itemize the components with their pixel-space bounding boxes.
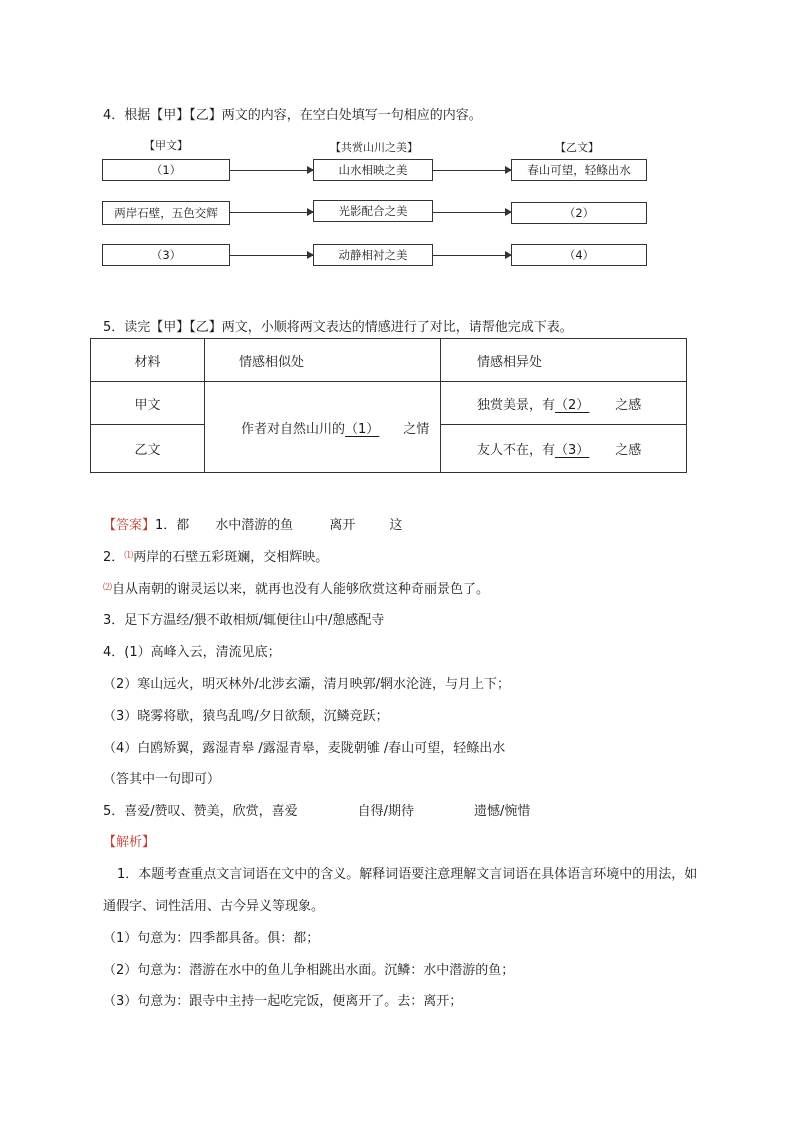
q4-col-mid: 【共赏山川之美】 <box>330 141 418 154</box>
analysis-s1: （1）句意为：四季都具备。俱：都； <box>103 931 320 946</box>
q4-row1-jia-box <box>102 159 230 181</box>
answer-line4-1: 4．(1）高峰入云，清流见底； <box>103 645 281 660</box>
q5-title: 5．读完【甲】【乙】两文，小顺将两文表达的情感进行了对比，请帮他完成下表。 <box>103 320 573 335</box>
q5-diff2-cell: 友人不在，有（3） 之感 <box>441 425 687 473</box>
q5-header-material: 材料 <box>91 339 205 382</box>
q5-similar-blank: （1） <box>345 421 380 437</box>
q4-row1-arrow2 <box>433 170 511 171</box>
q4-row3-yi: （4） <box>563 248 595 262</box>
q5-diff2-blank: （3） <box>555 443 590 458</box>
q4-col-yi: 【乙文】 <box>555 141 599 154</box>
q4-row1-jia: （1） <box>150 163 182 177</box>
answer-line2-2: ⑵自从南朝的谢灵运以来，就再也没有人能够欣赏这种奇丽景色了。 <box>103 582 490 597</box>
q4-row3-yi-box <box>511 244 647 266</box>
q4-row3-jia: （3） <box>150 248 182 262</box>
q4-row2-mid: 光影配合之美 <box>338 204 408 218</box>
q5-table <box>90 338 687 473</box>
q4-row1-yi-box <box>511 159 647 181</box>
q4-row2-arrow2 <box>433 212 511 213</box>
q5-diff1-cell: 独赏美景，有（2） 之感 <box>441 382 687 425</box>
answer-line4-3: （3）晓雾将歇，猿鸟乱鸣/夕日欲颓，沉鳞竞跃； <box>103 709 389 724</box>
q4-row2-jia: 两岸石壁，五色交辉 <box>114 206 218 220</box>
q5-row-yi-label: 乙文 <box>91 425 205 473</box>
answer-line1: 【答案】1．都 水中潜游的鱼 离开 这 <box>103 518 403 533</box>
q4-row1-yi: 春山可望，轻鲦出水 <box>527 163 631 177</box>
q4-col-jia: 【甲文】 <box>144 139 188 152</box>
q4-row2-yi: （2） <box>563 206 595 220</box>
analysis-s2: （2）句意为：潜游在水中的鱼儿争相跳出水面。沉鳞：水中潜游的鱼； <box>103 963 515 978</box>
q5-row-jia <box>91 382 687 425</box>
q5-diff1-blank: （2） <box>555 397 590 413</box>
answer-line4-note: （答其中一句即可） <box>103 772 221 787</box>
q4-row2-jia-box <box>102 201 230 225</box>
q4-row3-mid-box <box>313 244 433 266</box>
q4-row3-arrow1 <box>230 255 313 256</box>
answer-line5: 5．喜爱/赞叹、赞美，欣赏，喜爱 自得/期待 遗憾/惋惜 <box>103 804 531 819</box>
q5-header-similar: 情感相似处 <box>205 339 441 382</box>
q4-title: 4．根据【甲】【乙】两文的内容，在空白处填写一句相应的内容。 <box>103 108 482 123</box>
q4-row2-yi-box <box>511 202 647 224</box>
q4-row1-arrow1 <box>230 170 313 171</box>
q4-row2-arrow1 <box>230 212 313 213</box>
analysis-s3: （3）句意为：跟寺中主持一起吃完饭，便离开了。去：离开； <box>103 994 463 1009</box>
q5-header-diff: 情感相异处 <box>441 339 687 382</box>
q4-row3-mid: 动静相衬之美 <box>338 248 408 262</box>
q5-similar-cell: 作者对自然山川的（1） 之情 <box>205 382 441 473</box>
answer-line3: 3．足下方温经/猥不敢相烦/辄便往山中/憩感配寺 <box>103 613 385 628</box>
answer-line4-4: （4）白鸥矫翼，露湿青皋 /露湿青皋，麦陇朝雊 /春山可望，轻鲦出水 <box>103 741 506 756</box>
analysis-p1-line1: 1．本题考查重点文言词语在文中的含义。解释词语要注意理解文言词语在具体语言环境中的用法，如 <box>117 867 698 882</box>
q5-row-jia-label: 甲文 <box>91 382 205 425</box>
answer-line2: 2．⑴两岸的石壁五彩斑斓，交相辉映。 <box>103 550 329 565</box>
q5-header-row <box>91 339 687 382</box>
q4-row3-arrow2 <box>433 255 511 256</box>
answer-line4-2: （2）寒山远火，明灭林外/北涉玄灞，清月映郭/辋水沦涟，与月上下； <box>103 677 511 692</box>
analysis-tag: 【解析】 <box>103 835 156 850</box>
q4-row3-jia-box <box>102 244 230 266</box>
q4-row1-mid: 山水相映之美 <box>338 163 408 177</box>
q4-row2-mid-box <box>313 200 433 222</box>
q4-row1-mid-box <box>313 159 433 181</box>
answer-tag: 【答案】 <box>103 518 156 533</box>
analysis-p1-line2: 通假字、词性活用、古今异义等现象。 <box>103 899 325 914</box>
